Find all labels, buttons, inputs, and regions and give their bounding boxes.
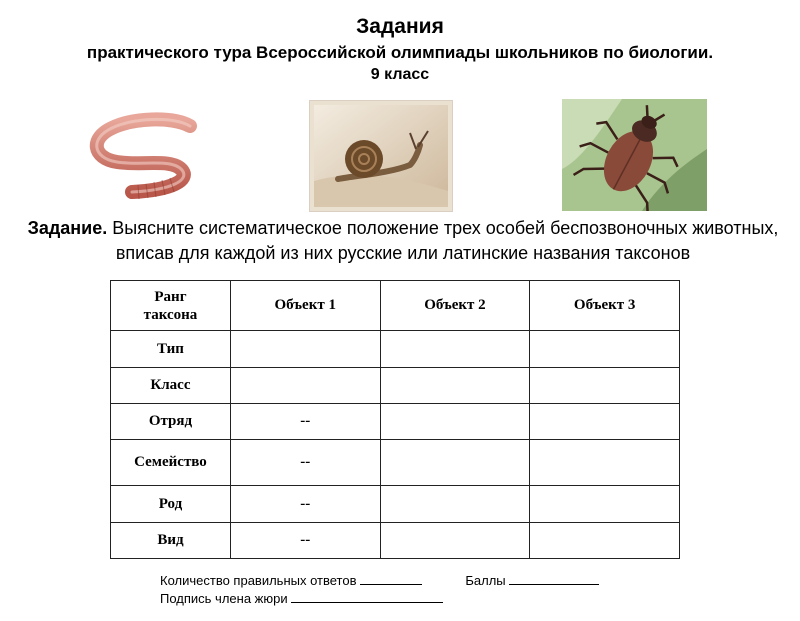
snail-image bbox=[309, 100, 453, 212]
answer-cell[interactable] bbox=[230, 331, 380, 368]
document-subtitle: практического тура Всероссийской олимпиады школьников по биологии. bbox=[86, 43, 714, 62]
rank-cell: Вид bbox=[111, 523, 231, 559]
answer-cell[interactable]: -- bbox=[230, 440, 380, 486]
answer-cell[interactable] bbox=[530, 404, 680, 440]
answer-cell[interactable] bbox=[530, 331, 680, 368]
answer-cell[interactable]: -- bbox=[230, 404, 380, 440]
task-description bbox=[18, 216, 788, 266]
header-object-3: Объект 3 bbox=[530, 281, 680, 331]
jury-footer bbox=[160, 572, 599, 608]
answer-cell[interactable] bbox=[380, 404, 530, 440]
answer-cell[interactable]: -- bbox=[230, 523, 380, 559]
answer-cell[interactable]: -- bbox=[230, 486, 380, 523]
score-line bbox=[160, 572, 599, 590]
score-label: Баллы bbox=[465, 573, 506, 588]
answer-cell[interactable] bbox=[530, 440, 680, 486]
task-text: Выясните систематическое положение трех особей беспозвоночных животных, вписав для каждой из них русские или латинские названия таксонов bbox=[107, 218, 779, 263]
rank-cell: Класс bbox=[111, 368, 231, 404]
task-label: Задание. bbox=[27, 218, 108, 238]
header-object-1: Объект 1 bbox=[230, 281, 380, 331]
taxonomy-table bbox=[110, 280, 680, 559]
rank-cell: Тип bbox=[111, 331, 231, 368]
signature-field[interactable] bbox=[291, 590, 443, 603]
table-row bbox=[111, 404, 680, 440]
table-row bbox=[111, 331, 680, 368]
beetle-image bbox=[562, 99, 707, 211]
table-row bbox=[111, 486, 680, 523]
score-field[interactable] bbox=[509, 572, 599, 585]
rank-cell: Семейство bbox=[111, 440, 231, 486]
answer-cell[interactable] bbox=[530, 486, 680, 523]
answer-cell[interactable] bbox=[380, 331, 530, 368]
rank-cell: Отряд bbox=[111, 404, 231, 440]
answer-cell[interactable] bbox=[380, 440, 530, 486]
signature-line bbox=[160, 590, 599, 608]
answer-cell[interactable] bbox=[530, 523, 680, 559]
earthworm-image bbox=[62, 98, 230, 208]
signature-label: Подпись члена жюри bbox=[160, 591, 288, 606]
rank-cell: Род bbox=[111, 486, 231, 523]
table-row bbox=[111, 523, 680, 559]
answer-cell[interactable] bbox=[380, 523, 530, 559]
grade-label: 9 класс bbox=[370, 66, 430, 83]
header-rank: Ранг таксона bbox=[111, 281, 231, 331]
table-row bbox=[111, 368, 680, 404]
document-header bbox=[0, 14, 800, 86]
header-object-2: Объект 2 bbox=[380, 281, 530, 331]
answer-cell[interactable] bbox=[230, 368, 380, 404]
table-row bbox=[111, 440, 680, 486]
table-header-row bbox=[111, 281, 680, 331]
document-title: Задания bbox=[356, 15, 444, 38]
answer-cell[interactable] bbox=[380, 486, 530, 523]
answer-cell[interactable] bbox=[530, 368, 680, 404]
correct-answers-label: Количество правильных ответов bbox=[160, 573, 357, 588]
correct-answers-field[interactable] bbox=[360, 572, 422, 585]
answer-cell[interactable] bbox=[380, 368, 530, 404]
